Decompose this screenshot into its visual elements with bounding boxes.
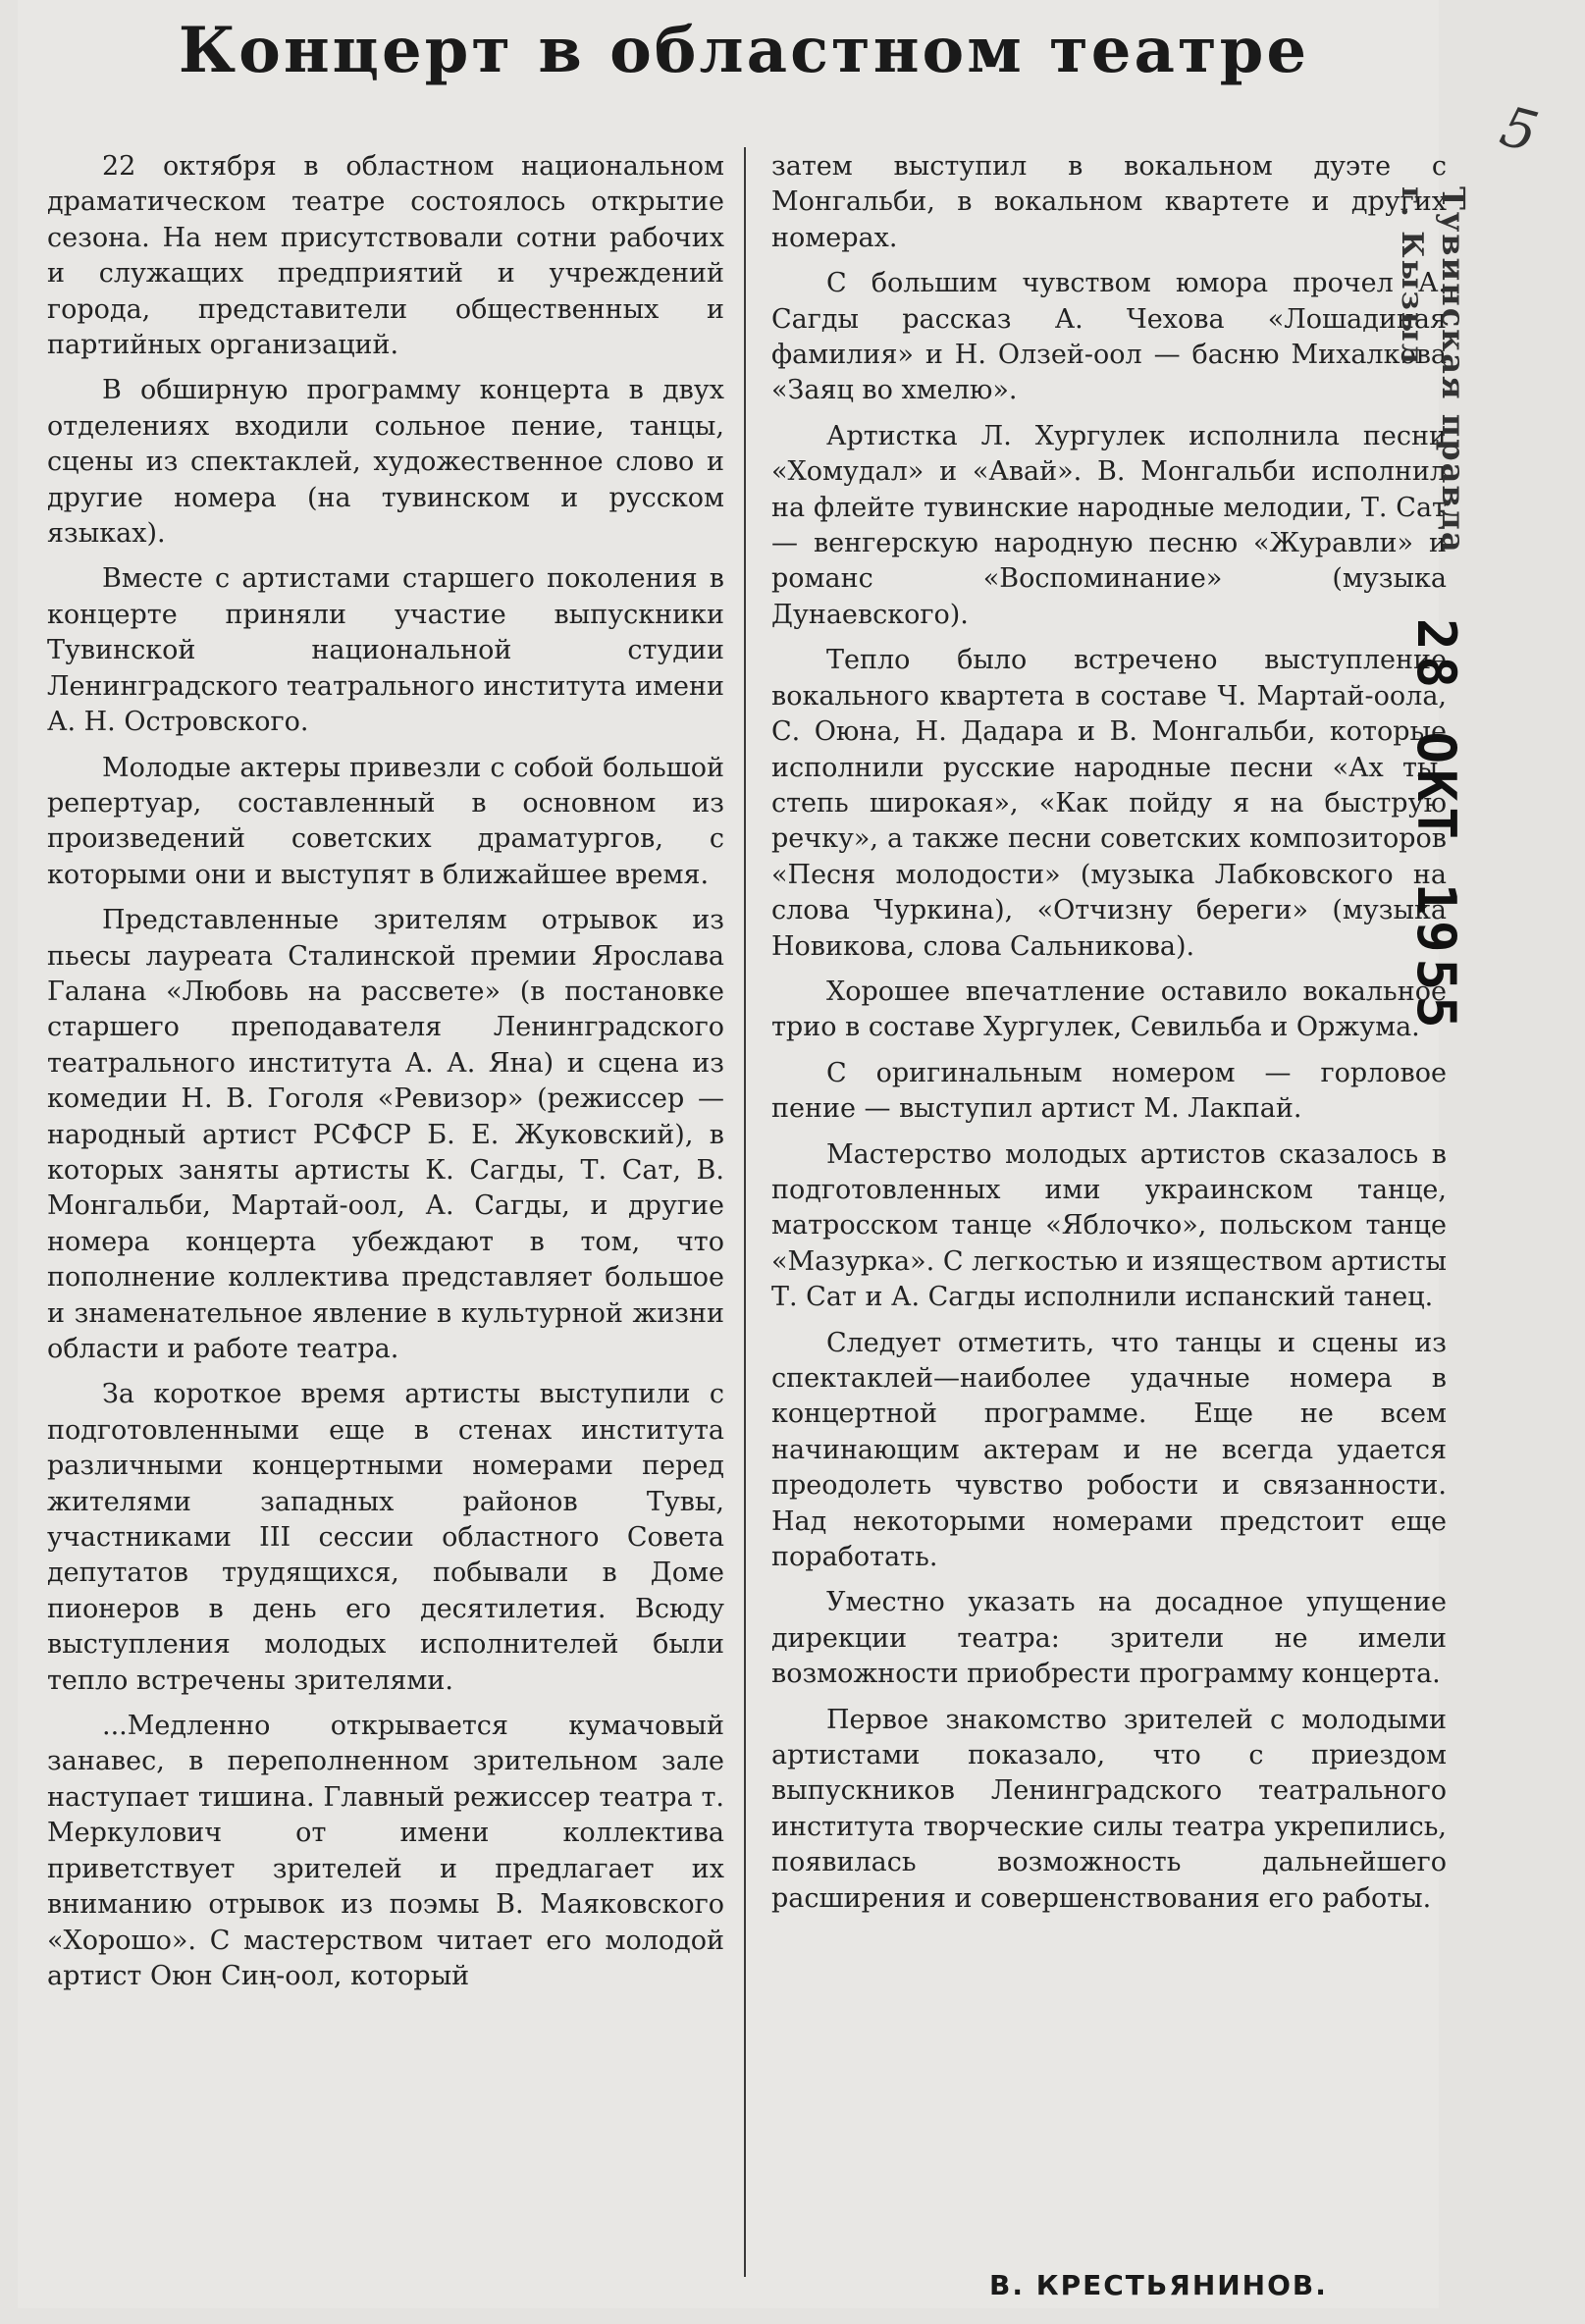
column-divider [744, 147, 746, 2277]
paragraph: Хорошее впечатление оставило вокальное трио в составе Хургулек, Севильба и Оржума. [771, 976, 1447, 1043]
date-stamp: 28 ОКТ 1955 [1405, 618, 1467, 1034]
handwritten-page-number: 5 [1494, 94, 1545, 166]
paragraph: Мастерство молодых артистов сказалось в подготовленных ими украинском танце, матросском танце «Яблочко», польском танце «Мазурка». С легкостью и изяществом артисты Т. Сат и А. Сагды исполнили испанский танец. [771, 1138, 1447, 1313]
author-signature: В. КРЕСТЬЯНИНОВ. [989, 2269, 1328, 2301]
source-note [1395, 186, 1472, 555]
paragraph: ...Медленно открывается кумачовый занавес, в переполненном зрительном зале наступает тишина. Главный режиссер театра т. Меркулович от имени коллектива приветствует зрителей и предлагает их вниманию отрывок из поэмы В. Маяковского «Хорошо». С мастерством читает его молодой артист Оюн Сиң-оол, который [47, 1711, 724, 1991]
right-column [771, 149, 1447, 1927]
paper-sheet [18, 0, 1447, 2308]
paragraph: Тепло было встречено выступление вокального квартета в составе Ч. Мартай-оола, С. Оюна, Н. Дадара и В. Монгальби, которые исполнили русские народные песни «Ах ты, степь широкая», «Как пойду я на быструю речку», а также песни советских композиторов «Песня молодости» (музыка Лабковского на слова Чуркина), «Отчизну береги» (музыка Новикова, слова Сальникова). [771, 645, 1447, 962]
left-column [47, 149, 724, 2004]
paragraph: С большим чувством юмора прочел А. Сагды рассказ А. Чехова «Лошадиная фамилия» и Н. Олзей-оол — басню Михалкова «Заяц во хмелю». [771, 268, 1447, 406]
paragraph: Первое знакомство зрителей с молодыми артистами показало, что с приездом выпускников Ленинградского театрального института творческие силы театра укрепились, появилась возможность дальнейшего расширения и совершенствования его работы. [771, 1704, 1447, 1914]
paragraph: С оригинальным номером — горловое пение — выступил артист М. Лакпай. [771, 1057, 1447, 1125]
headline: Концерт в областном театре [178, 14, 1310, 87]
paragraph: 22 октября в областном национальном драматическом театре состоялось открытие сезона. На нем присутствовали сотни рабочих и служащих предприятий и учреждений города, представители общественных и партийных организаций. [47, 151, 724, 361]
city-name: г. Кызыл [1395, 186, 1429, 367]
newspaper-name: Тувинская правда [1435, 186, 1472, 555]
paragraph: Представленные зрителям отрывок из пьесы лауреата Сталинской премии Ярослава Галана «Любовь на рассвете» (в постановке старшего преподавателя Ленинградского театрального института А. А. Яна) и сцена из комедии Н. В. Гоголя «Ревизор» (режиссер — народный артист РСФСР Б. Е. Жуковский), в которых заняты артисты К. Сагды, Т. Сат, В. Монгальби, Мартай-оол, А. Сагды, и другие номера концерта убеждают в том, что пополнение коллектива представляет большое и знаменательное явление в культурной жизни области и работе театра. [47, 905, 724, 1364]
paragraph: Вместе с артистами старшего поколения в концерте приняли участие выпускники Тувинской национальной студии Ленинградского театрального института имени А. Н. Островского. [47, 563, 724, 738]
paragraph: В обширную программу концерта в двух отделениях входили сольное пение, танцы, сцены из спектаклей, художественное слово и другие номера (на тувинском и русском языках). [47, 375, 724, 550]
paragraph: Уместно указать на досадное упущение дирекции театра: зрители не имели возможности приобрести программу концерта. [771, 1587, 1447, 1690]
paragraph: Следует отметить, что танцы и сцены из спектаклей—наиболее удачные номера в концертной программе. Еще не всем начинающим актерам и не всегда удается преодолеть чувство робости и связанности. Над некоторыми номерами предстоит еще поработать. [771, 1327, 1447, 1573]
paragraph: Артистка Л. Хургулек исполнила песни «Хомудал» и «Авай». В. Монгальби исполнил на флейте тувинские народные мелодии, Т. Сат — венгерскую народную песню «Журавли» и романс «Воспоминание» (музыка Дунаевского). [771, 420, 1447, 630]
paragraph: затем выступил в вокальном дуэте с Монгальби, в вокальном квартете и других номерах. [771, 151, 1447, 253]
paragraph: За короткое время артисты выступили с подготовленными еще в стенах института различными концертными номерами перед жителями западных районов Тувы, участниками III сессии областного Совета депутатов трудящихся, побывали в Доме пионеров в день его десятилетия. Всюду выступления молодых исполнителей были тепло встречены зрителями. [47, 1379, 724, 1696]
paragraph: Молодые актеры привезли с собой большой репертуар, составленный в основном из произведений советских драматургов, с которыми они и выступят в ближайшее время. [47, 752, 724, 890]
